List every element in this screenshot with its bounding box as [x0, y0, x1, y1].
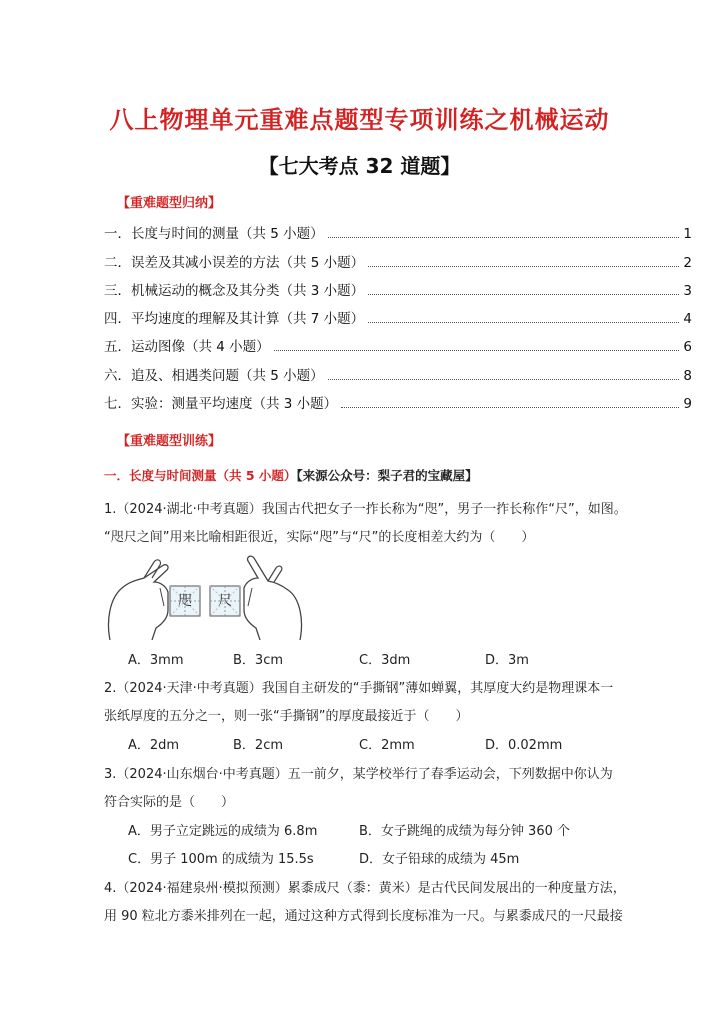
toc-item[interactable]: [104, 309, 692, 327]
toc-page: 3: [683, 283, 692, 299]
toc-item[interactable]: [104, 281, 692, 299]
toc-label: 四．平均速度的理解及其计算（共 7 小题）: [104, 311, 365, 327]
question-1-line: 1.（2024·湖北·中考真题）我国古代把女子一拃长称为“咫”，男子一拃长称作“尺”，如图。: [104, 502, 627, 517]
toc-label: 一．长度与时间的测量（共 5 小题）: [104, 226, 324, 242]
option-a[interactable]: A．2dm: [128, 738, 180, 753]
toc-leader: [368, 266, 679, 267]
toc-leader: [328, 237, 680, 238]
toc-leader: [328, 379, 680, 380]
question-4-line: 4.（2024·福建泉州·模拟预测）累黍成尺（黍：黄米）是古代民间发展出的一种度量方法，: [104, 881, 626, 896]
toc-item[interactable]: [104, 253, 692, 271]
toc-label: 六．追及、相遇类问题（共 5 小题）: [104, 368, 324, 384]
toc-item[interactable]: [104, 224, 692, 242]
section-source: 【来源公众号：梨子君的宝藏屋】: [296, 468, 478, 483]
toc-page: 1: [683, 226, 692, 242]
toc-label: 二．误差及其减小误差的方法（共 5 小题）: [104, 255, 365, 271]
question-4-line: 用 90 粒北方黍米排列在一起，通过这种方式得到长度标准为一尺。与累黍成尺的一尺最接: [104, 909, 623, 924]
toc-item[interactable]: [104, 394, 692, 412]
hands-illustration: [104, 548, 304, 640]
toc-page: 6: [683, 339, 692, 355]
option-d[interactable]: D．0.02mm: [485, 738, 563, 753]
figure-char-chi: 尺: [218, 593, 232, 609]
option-b[interactable]: B．2cm: [233, 738, 284, 753]
option-a[interactable]: A．男子立定跳远的成绩为 6.8m: [128, 824, 318, 839]
toc-page: 8: [683, 368, 692, 384]
option-c[interactable]: C．2mm: [359, 738, 415, 753]
option-b[interactable]: B．女子跳绳的成绩为每分钟 360 个: [359, 824, 570, 839]
option-c[interactable]: C．3dm: [359, 653, 411, 668]
option-d[interactable]: D．3m: [485, 653, 529, 668]
question-2-line: 张纸厚度的五分之一，则一张“手撕钢”的厚度最接近于（ ）: [104, 709, 469, 724]
option-b[interactable]: B．3cm: [233, 653, 284, 668]
question-3-line: 3.（2024·山东烟台·中考真题）五一前夕，某学校举行了春季运动会，下列数据中你认为: [104, 767, 613, 782]
toc-item[interactable]: [104, 366, 692, 384]
toc-leader: [341, 407, 679, 408]
training-heading: 【重难题型训练】: [117, 434, 222, 449]
toc-page: 9: [683, 396, 692, 412]
toc-page: 4: [683, 311, 692, 327]
section-label: 一．长度与时间测量（共 5 小题）: [104, 468, 297, 483]
hands-figure: [104, 548, 304, 640]
question-1-line: “咫尺之间”用来比喻相距很近，实际“咫”与“尺”的长度相差大约为（ ）: [104, 530, 535, 545]
toc-page: 2: [683, 255, 692, 271]
option-c[interactable]: C．男子 100m 的成绩为 15.5s: [128, 852, 314, 867]
toc-leader: [274, 350, 680, 351]
figure-char-zhi: 咫: [178, 593, 192, 609]
toc-leader: [368, 294, 679, 295]
question-3-line: 符合实际的是（ ）: [104, 795, 235, 810]
page-title: 八上物理单元重难点题型专项训练之机械运动: [109, 106, 610, 134]
question-2-line: 2.（2024·天津·中考真题）我国自主研发的“手撕钢”薄如蝉翼，其厚度大约是物理课本一: [104, 681, 614, 696]
toc-item[interactable]: [104, 337, 692, 355]
summary-heading: 【重难题型归纳】: [117, 196, 222, 211]
page-subtitle: 【七大考点 32 道题】: [258, 154, 461, 178]
option-a[interactable]: A．3mm: [128, 653, 184, 668]
option-d[interactable]: D．女子铅球的成绩为 45m: [359, 852, 520, 867]
toc-label: 三．机械运动的概念及其分类（共 3 小题）: [104, 283, 365, 299]
toc-label: 五．运动图像（共 4 小题）: [104, 339, 270, 355]
toc-label: 七．实验：测量平均速度（共 3 小题）: [104, 396, 338, 412]
section-heading: [104, 466, 478, 484]
toc-leader: [368, 322, 679, 323]
